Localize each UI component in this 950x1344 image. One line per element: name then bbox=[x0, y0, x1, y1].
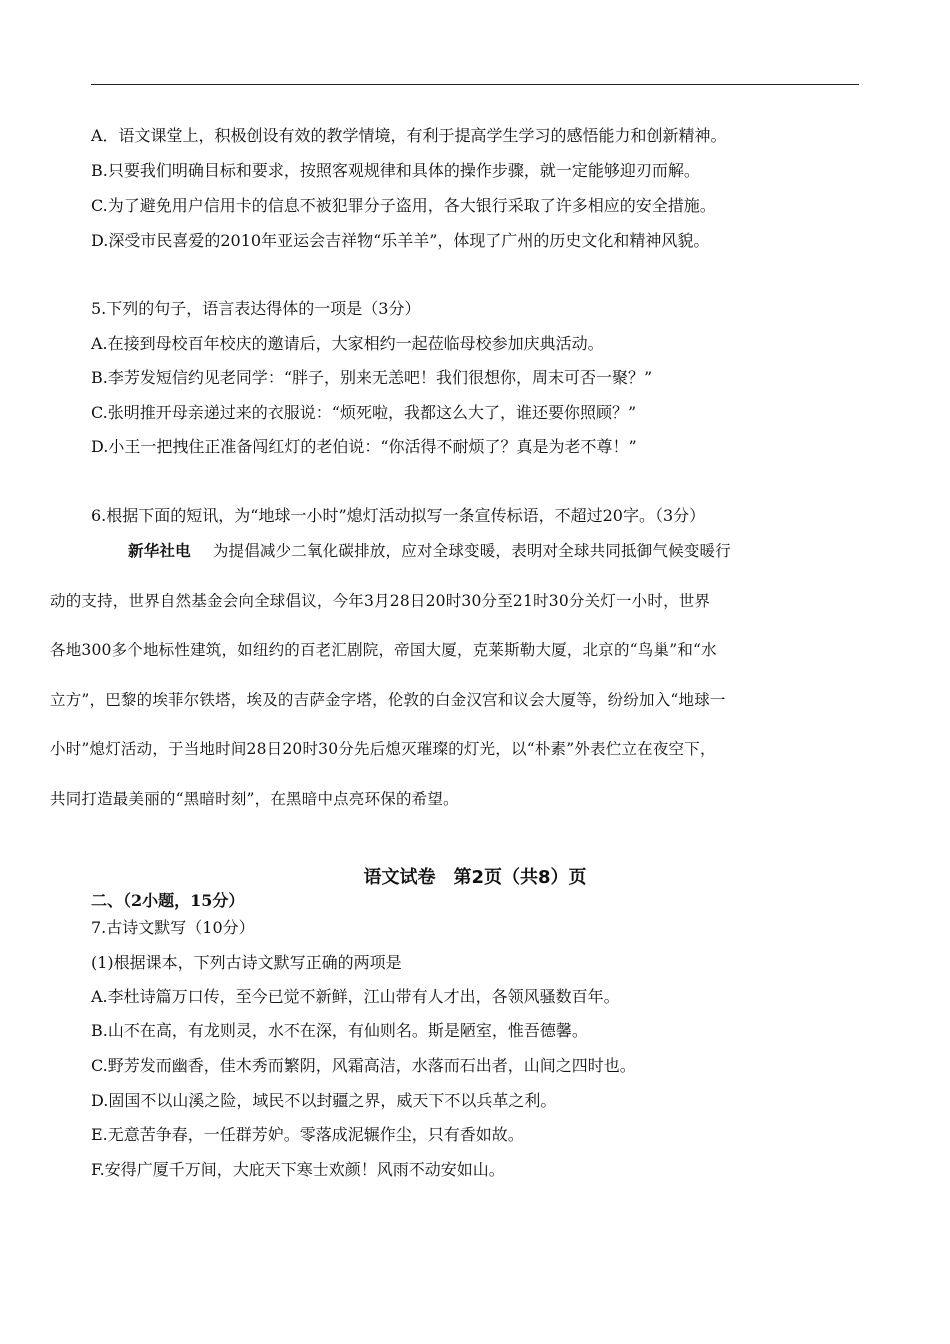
news-line-5: 小时”熄灯活动，于当地时间28日20时30分先后熄灭璀璨的灯光，以“朴素”外表伫立在夜空下， bbox=[50, 740, 716, 758]
top-rule bbox=[91, 84, 859, 85]
news-line-6: 共同打造最美丽的“黑暗时刻”，在黑暗中点亮环保的希望。 bbox=[50, 790, 459, 808]
news-text-1: 为提倡减少二氧化碳排放，应对全球变暖，表明对全球共同抵御气候变暖行 bbox=[212, 542, 731, 560]
q5-question: 5.下列的句子，语言表达得体的一项是（3分） bbox=[91, 299, 421, 318]
q4-option-c: C.为了避免用户信用卡的信息不被犯罪分子盗用，各大银行采取了许多相应的安全措施。 bbox=[91, 196, 716, 215]
q7-subquestion: (1)根据课本，下列古诗文默写正确的两项是 bbox=[91, 953, 402, 972]
news-line-2: 动的支持，世界自然基金会向全球倡议，今年3月28日20时30分至21时30分关灯一小时，世界 bbox=[50, 592, 711, 610]
news-agency: 新华社电 bbox=[128, 541, 191, 560]
news-line-1 bbox=[128, 541, 731, 561]
q5-option-c: C.张明推开母亲递过来的衣服说：“烦死啦，我都这么大了，谁还要你照顾？” bbox=[91, 403, 637, 422]
page-footer: 语文试卷 第2页（共8）页 bbox=[363, 867, 587, 888]
q7-option-b: B.山不在高，有龙则灵，水不在深，有仙则名。斯是陋室，惟吾德馨。 bbox=[91, 1021, 588, 1040]
q5-option-d: D.小王一把拽住正准备闯红灯的老伯说：“你活得不耐烦了？真是为老不尊！” bbox=[91, 437, 637, 456]
q7-title: 7.古诗文默写（10分） bbox=[91, 918, 255, 937]
news-line-4: 立方”，巴黎的埃菲尔铁塔，埃及的吉萨金字塔，伦敦的白金汉宫和议会大厦等，纷纷加入“地球一 bbox=[50, 691, 726, 709]
q7-option-d: D.固国不以山溪之险，域民不以封疆之界，威天下不以兵革之利。 bbox=[91, 1091, 557, 1110]
q7-option-f: F.安得广厦千万间，大庇天下寒士欢颜！风雨不动安如山。 bbox=[91, 1160, 505, 1179]
q4-option-a: A．语文课堂上，积极创设有效的教学情境，有利于提高学生学习的感悟能力和创新精神。 bbox=[91, 126, 727, 145]
q7-option-c: C.野芳发而幽香，佳木秀而繁阴，风霜高洁，水落而石出者，山间之四时也。 bbox=[91, 1056, 636, 1075]
q4-option-d: D.深受市民喜爱的2010年亚运会吉祥物“乐羊羊”，体现了广州的历史文化和精神风貌。 bbox=[91, 231, 710, 250]
q5-option-b: B.李芳发短信约见老同学：“胖子，别来无恙吧！我们很想你，周末可否一聚？” bbox=[91, 368, 653, 387]
q7-option-a: A.李杜诗篇万口传，至今已觉不新鲜，江山带有人才出，各领风骚数百年。 bbox=[91, 987, 620, 1006]
section-2-heading: 二、（2小题，15分） bbox=[91, 891, 245, 910]
news-line-3: 各地300多个地标性建筑，如纽约的百老汇剧院，帝国大厦，克莱斯勒大厦，北京的“鸟巢”和“水 bbox=[50, 641, 717, 659]
q4-option-b: B.只要我们明确目标和要求，按照客观规律和具体的操作步骤，就一定能够迎刃而解。 bbox=[91, 161, 700, 180]
q6-question: 6.根据下面的短讯，为“地球一小时”熄灯活动拟写一条宣传标语，不超过20字。（3分） bbox=[91, 506, 706, 525]
q7-option-e: E.无意苦争春，一任群芳妒。零落成泥辗作尘，只有香如故。 bbox=[91, 1125, 524, 1144]
q5-option-a: A.在接到母校百年校庆的邀请后，大家相约一起莅临母校参加庆典活动。 bbox=[91, 334, 604, 353]
